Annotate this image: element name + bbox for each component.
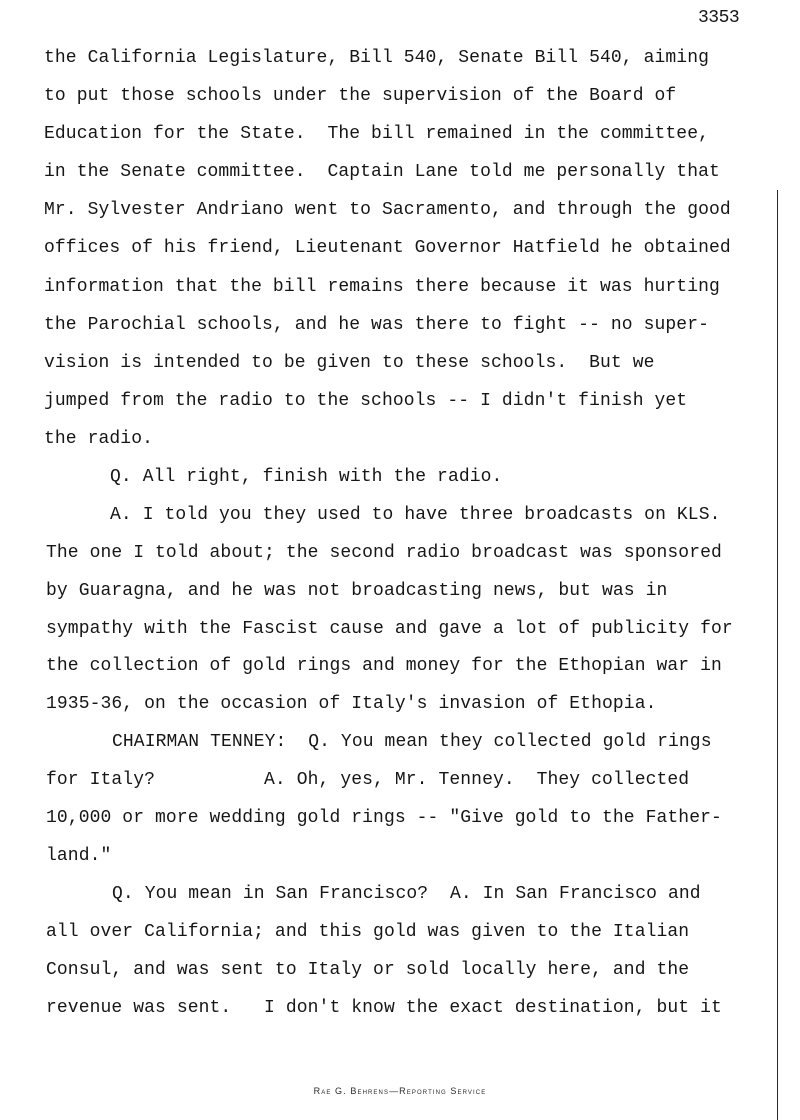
text-line-1: the California Legislature, Bill 540, Senate Bill 540, aiming bbox=[44, 48, 710, 68]
text-line-21: 10,000 or more wedding gold rings -- "Give gold to the Father- bbox=[46, 808, 722, 828]
page-number: 3353 bbox=[698, 8, 740, 28]
margin-rule bbox=[777, 190, 778, 1120]
text-line-5: Mr. Sylvester Andriano went to Sacramento, and through the good bbox=[44, 200, 731, 220]
text-line-14: The one I told about; the second radio broadcast was sponsored bbox=[46, 543, 722, 563]
text-line-16: sympathy with the Fascist cause and gave a lot of publicity for bbox=[46, 619, 733, 639]
text-line-12: Q. All right, finish with the radio. bbox=[110, 467, 503, 487]
text-line-18: 1935-36, on the occasion of Italy's invasion of Ethopia. bbox=[46, 694, 657, 714]
text-line-24: all over California; and this gold was given to the Italian bbox=[46, 922, 690, 942]
text-line-8: the Parochial schools, and he was there to fight -- no super- bbox=[44, 315, 710, 335]
text-line-3: Education for the State. The bill remained in the committee, bbox=[44, 124, 710, 144]
text-line-13: A. I told you they used to have three broadcasts on KLS. bbox=[110, 505, 721, 525]
text-line-10: jumped from the radio to the schools -- I didn't finish yet bbox=[44, 391, 688, 411]
text-line-7: information that the bill remains there because it was hurting bbox=[44, 277, 720, 297]
text-line-23: Q. You mean in San Francisco? A. In San Francisco and bbox=[112, 884, 701, 904]
text-line-2: to put those schools under the supervision of the Board of bbox=[44, 86, 677, 106]
text-line-9: vision is intended to be given to these schools. But we bbox=[44, 353, 655, 373]
text-line-19: CHAIRMAN TENNEY: Q. You mean they collected gold rings bbox=[112, 732, 712, 752]
text-line-26: revenue was sent. I don't know the exact destination, but it bbox=[46, 998, 722, 1018]
text-line-4: in the Senate committee. Captain Lane told me personally that bbox=[44, 162, 720, 182]
text-line-15: by Guaragna, and he was not broadcasting news, but was in bbox=[46, 581, 668, 601]
text-line-20: for Italy? A. Oh, yes, Mr. Tenney. They collected bbox=[46, 770, 690, 790]
text-line-17: the collection of gold rings and money for the Ethopian war in bbox=[46, 656, 722, 676]
text-line-22: land." bbox=[46, 846, 112, 866]
reporting-service-footer: Rae G. Behrens—Reporting Service bbox=[313, 1086, 487, 1096]
text-line-25: Consul, and was sent to Italy or sold locally here, and the bbox=[46, 960, 690, 980]
text-line-11: the radio. bbox=[44, 429, 154, 449]
text-line-6: offices of his friend, Lieutenant Governor Hatfield he obtained bbox=[44, 238, 731, 258]
